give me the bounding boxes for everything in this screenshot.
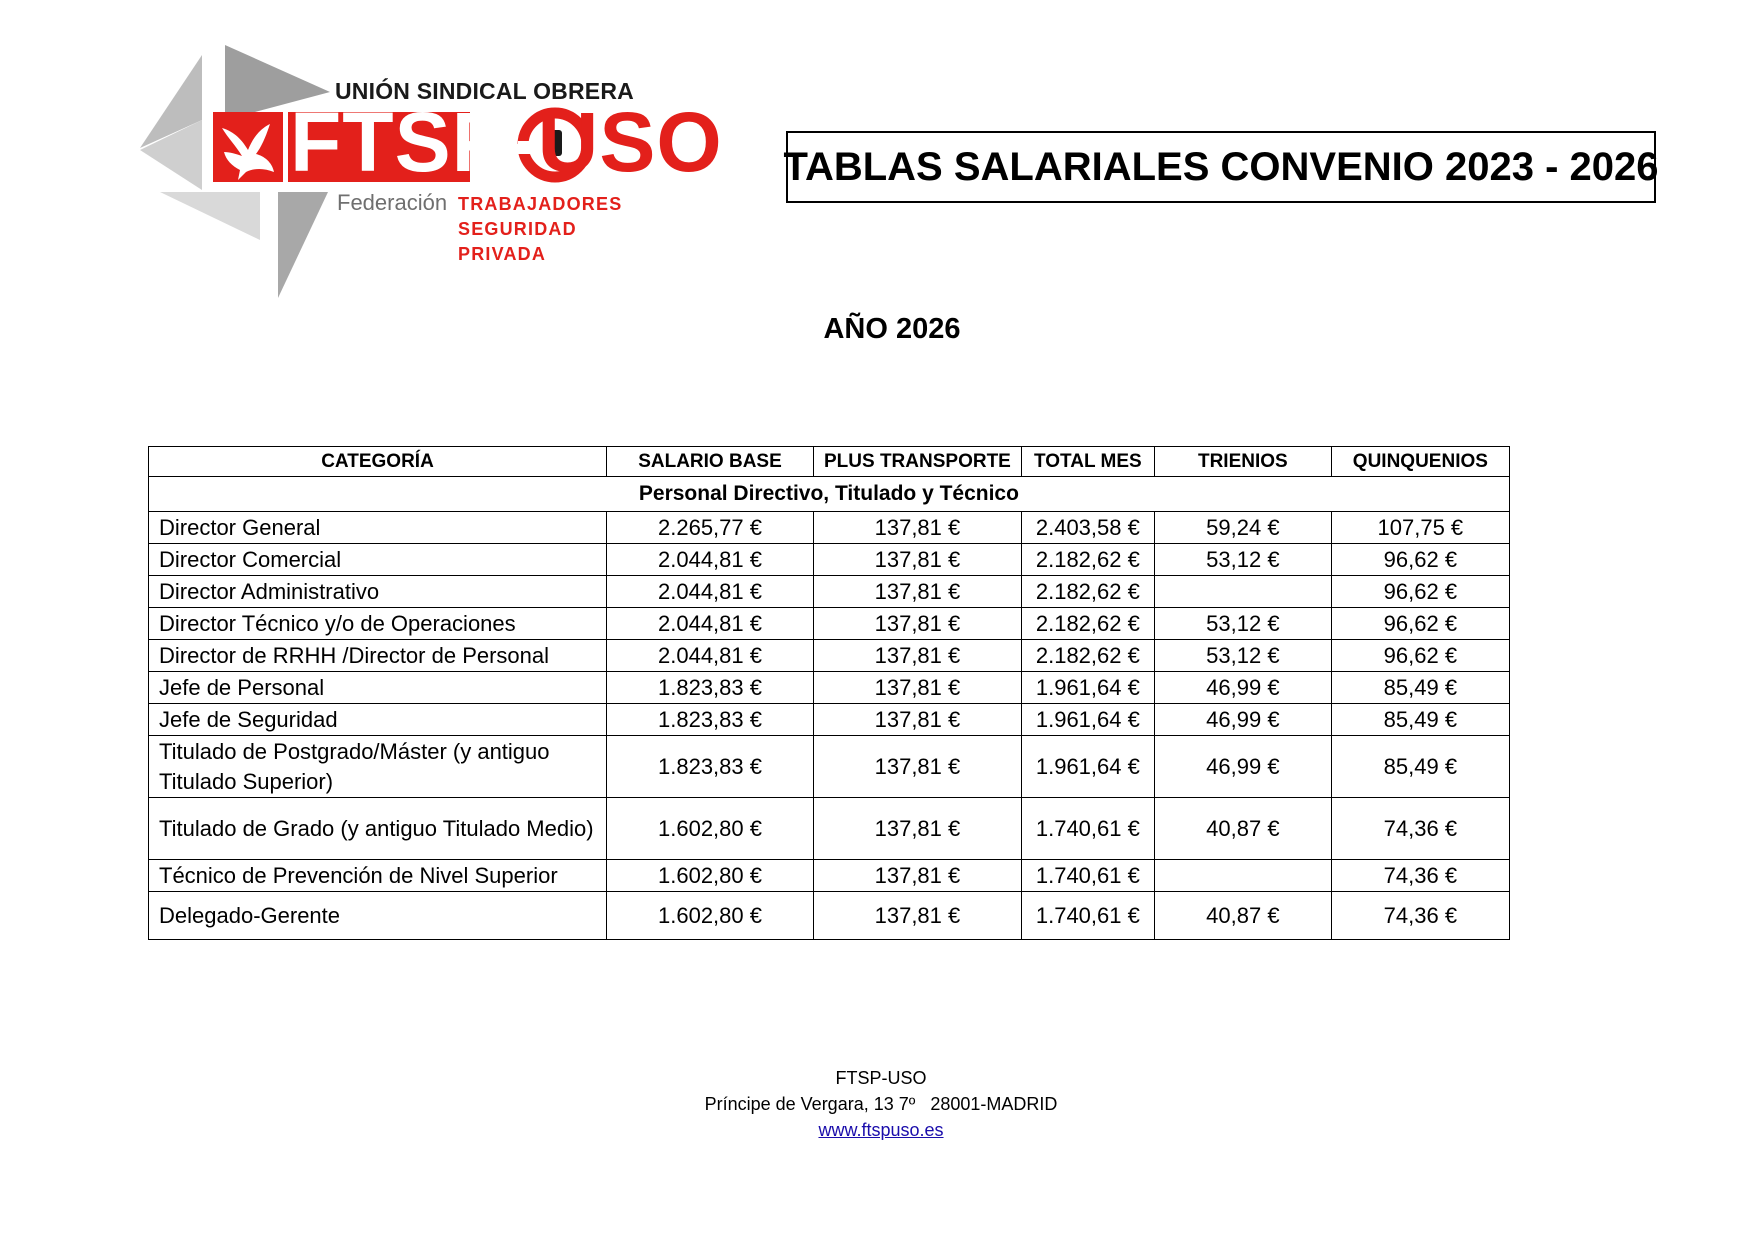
cell-quinquenios: 85,49 € xyxy=(1331,672,1509,704)
cell-plus-transporte: 137,81 € xyxy=(814,704,1022,736)
cell-trienios: 53,12 € xyxy=(1154,608,1331,640)
table-row xyxy=(149,672,1510,704)
section-row xyxy=(149,477,1510,512)
cell-quinquenios: 74,36 € xyxy=(1331,798,1509,860)
cell-trienios xyxy=(1154,860,1331,892)
header-total-mes: TOTAL MES xyxy=(1021,447,1154,477)
cell-trienios xyxy=(1154,576,1331,608)
cell-quinquenios: 74,36 € xyxy=(1331,860,1509,892)
cell-total-mes: 1.740,61 € xyxy=(1021,798,1154,860)
cell-salario-base: 1.823,83 € xyxy=(607,736,814,798)
cell-quinquenios: 85,49 € xyxy=(1331,704,1509,736)
header-categoria: CATEGORÍA xyxy=(149,447,607,477)
cell-plus-transporte: 137,81 € xyxy=(814,608,1022,640)
logo-line-2: SEGURIDAD xyxy=(458,219,577,239)
cell-total-mes: 1.740,61 € xyxy=(1021,892,1154,940)
table-header-row xyxy=(149,447,1510,477)
logo-org-name: UNIÓN SINDICAL OBRERA xyxy=(335,78,634,104)
cell-salario-base: 2.265,77 € xyxy=(607,512,814,544)
table-row xyxy=(149,798,1510,860)
year-heading-text: AÑO 2026 xyxy=(823,313,961,345)
table-row xyxy=(149,640,1510,672)
cell-plus-transporte: 137,81 € xyxy=(814,672,1022,704)
cell-total-mes: 1.961,64 € xyxy=(1021,672,1154,704)
logo-federation-word: Federación xyxy=(337,190,448,215)
cell-salario-base: 2.044,81 € xyxy=(607,608,814,640)
table-row xyxy=(149,892,1510,940)
cell-categoria: Director Comercial xyxy=(149,544,607,576)
cell-plus-transporte: 137,81 € xyxy=(814,576,1022,608)
cell-plus-transporte: 137,81 € xyxy=(814,798,1022,860)
cell-trienios: 46,99 € xyxy=(1154,704,1331,736)
cell-categoria: Delegado-Gerente xyxy=(149,892,607,940)
logo-triangle-bottom xyxy=(278,192,328,298)
cell-quinquenios: 96,62 € xyxy=(1331,608,1509,640)
cell-plus-transporte: 137,81 € xyxy=(814,512,1022,544)
cell-plus-transporte: 137,81 € xyxy=(814,892,1022,940)
footer xyxy=(0,1065,1754,1143)
logo-triangle-bottom-left xyxy=(160,192,260,240)
cell-categoria: Director General xyxy=(149,512,607,544)
logo-line-3: PRIVADA xyxy=(458,244,547,264)
logo-red-square xyxy=(213,112,283,182)
cell-trienios: 53,12 € xyxy=(1154,640,1331,672)
cell-trienios: 46,99 € xyxy=(1154,672,1331,704)
footer-website-link[interactable]: www.ftspuso.es xyxy=(818,1120,944,1140)
table-row xyxy=(149,512,1510,544)
cell-categoria: Técnico de Prevención de Nivel Superior xyxy=(149,860,607,892)
cell-categoria: Titulado de Grado (y antiguo Titulado Medio) xyxy=(149,798,607,860)
cell-salario-base: 1.823,83 € xyxy=(607,704,814,736)
document-title: TABLAS SALARIALES CONVENIO 2023 - 2026 xyxy=(786,131,1656,203)
cell-quinquenios: 96,62 € xyxy=(1331,544,1509,576)
cell-quinquenios: 96,62 € xyxy=(1331,576,1509,608)
cell-total-mes: 2.182,62 € xyxy=(1021,576,1154,608)
cell-salario-base: 2.044,81 € xyxy=(607,544,814,576)
cell-total-mes: 2.403,58 € xyxy=(1021,512,1154,544)
cell-plus-transporte: 137,81 € xyxy=(814,544,1022,576)
logo-federation-lines xyxy=(458,192,622,267)
cell-quinquenios: 96,62 € xyxy=(1331,640,1509,672)
cell-salario-base: 1.602,80 € xyxy=(607,798,814,860)
cell-categoria: Director Administrativo xyxy=(149,576,607,608)
cell-salario-base: 1.602,80 € xyxy=(607,860,814,892)
cell-plus-transporte: 137,81 € xyxy=(814,640,1022,672)
cell-plus-transporte: 137,81 € xyxy=(814,860,1022,892)
cell-quinquenios: 107,75 € xyxy=(1331,512,1509,544)
ftsp-uso-logo xyxy=(140,40,723,305)
logo-brand-left: FTSP- xyxy=(290,95,538,189)
header-quinquenios: QUINQUENIOS xyxy=(1331,447,1509,477)
cell-trienios: 59,24 € xyxy=(1154,512,1331,544)
cell-total-mes: 1.961,64 € xyxy=(1021,704,1154,736)
cell-salario-base: 2.044,81 € xyxy=(607,640,814,672)
cell-total-mes: 2.182,62 € xyxy=(1021,608,1154,640)
logo-brand-text xyxy=(290,95,723,189)
logo-line-1: TRABAJADORES xyxy=(458,194,623,214)
cell-trienios: 46,99 € xyxy=(1154,736,1331,798)
cell-quinquenios: 85,49 € xyxy=(1331,736,1509,798)
header-trienios: TRIENIOS xyxy=(1154,447,1331,477)
cell-plus-transporte: 137,81 € xyxy=(814,736,1022,798)
cell-categoria: Director de RRHH /Director de Personal xyxy=(149,640,607,672)
cell-total-mes: 2.182,62 € xyxy=(1021,544,1154,576)
cell-total-mes: 1.740,61 € xyxy=(1021,860,1154,892)
cell-trienios: 53,12 € xyxy=(1154,544,1331,576)
cell-categoria: Director Técnico y/o de Operaciones xyxy=(149,608,607,640)
cell-categoria: Jefe de Seguridad xyxy=(149,704,607,736)
cell-categoria: Titulado de Postgrado/Máster (y antiguo Titulado Superior) xyxy=(149,736,607,798)
cell-salario-base: 1.823,83 € xyxy=(607,672,814,704)
year-heading xyxy=(0,313,1754,346)
table-row xyxy=(149,608,1510,640)
table-row xyxy=(149,736,1510,798)
salary-table xyxy=(148,446,1510,940)
cell-quinquenios: 74,36 € xyxy=(1331,892,1509,940)
cell-salario-base: 2.044,81 € xyxy=(607,576,814,608)
section-title: Personal Directivo, Titulado y Técnico xyxy=(149,477,1510,512)
table-row xyxy=(149,704,1510,736)
footer-address: Príncipe de Vergara, 13 7º 28001-MADRID xyxy=(704,1094,1058,1114)
cell-total-mes: 2.182,62 € xyxy=(1021,640,1154,672)
header-salario-base: SALARIO BASE xyxy=(607,447,814,477)
cell-categoria: Jefe de Personal xyxy=(149,672,607,704)
table-row xyxy=(149,544,1510,576)
footer-org: FTSP-USO xyxy=(835,1068,927,1088)
cell-trienios: 40,87 € xyxy=(1154,892,1331,940)
header-plus-transporte: PLUS TRANSPORTE xyxy=(814,447,1022,477)
logo-brand-right: USO xyxy=(537,95,723,189)
cell-total-mes: 1.961,64 € xyxy=(1021,736,1154,798)
table-row xyxy=(149,860,1510,892)
cell-trienios: 40,87 € xyxy=(1154,798,1331,860)
cell-salario-base: 1.602,80 € xyxy=(607,892,814,940)
table-row xyxy=(149,576,1510,608)
